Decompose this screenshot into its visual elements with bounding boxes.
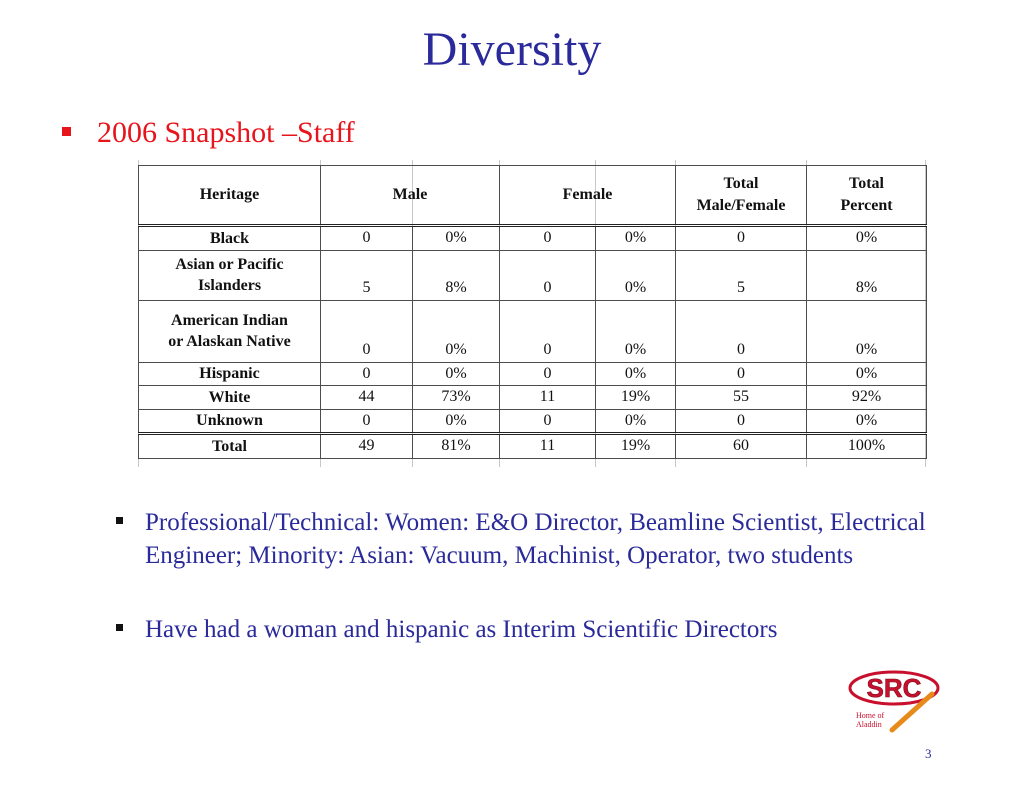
heritage-label: Hispanic [199, 365, 260, 383]
cell-female-pct: 0% [596, 409, 676, 434]
cell-female-n: 0 [500, 226, 596, 251]
square-bullet-icon [62, 127, 71, 136]
cell-male-n: 0 [321, 362, 413, 386]
table-header-row [139, 166, 927, 226]
cell-male-pct: 0% [413, 300, 500, 362]
cell-male-n: 0 [321, 409, 413, 434]
table-row [139, 300, 927, 362]
src-logo [848, 666, 948, 736]
cell-total: 55 [676, 386, 807, 410]
cell-female-pct: 0% [596, 362, 676, 386]
cell-total-pct: 0% [807, 362, 927, 386]
cell-male-pct: 0% [413, 409, 500, 434]
cell-total-pct: 0% [807, 409, 927, 434]
heritage-label-line2: Islanders [197, 277, 262, 295]
table-row [139, 226, 927, 251]
cell-total-pct: 0% [807, 226, 927, 251]
cell-total: 60 [676, 434, 807, 459]
table-total-row [139, 434, 927, 459]
heritage-label: American Indian [171, 311, 288, 329]
cell-total-pct: 8% [807, 250, 927, 300]
heritage-label: White [208, 388, 251, 406]
staff-diversity-table [138, 165, 927, 459]
cell-female-n: 0 [500, 362, 596, 386]
header-total-mf-line2: Male/Female [696, 197, 786, 214]
cell-female-n: 11 [500, 434, 596, 459]
header-total-male-female [676, 166, 807, 226]
cell-total: 0 [676, 362, 807, 386]
header-total-pct-line2: Percent [840, 197, 893, 214]
cell-female-pct: 0% [596, 226, 676, 251]
square-bullet-icon [116, 624, 123, 631]
heritage-cell [139, 362, 321, 386]
heritage-cell [139, 226, 321, 251]
header-male: Male [321, 166, 500, 226]
logo-tagline-line1: Home of [856, 711, 885, 720]
sub-bullet-text: Have had a woman and hispanic as Interim Scientific Directors [145, 616, 778, 643]
square-bullet-icon [116, 517, 123, 524]
cell-female-n: 0 [500, 409, 596, 434]
cell-total: 0 [676, 300, 807, 362]
main-bullet-text: 2006 Snapshot –Staff [97, 116, 355, 149]
cell-total: 5 [676, 250, 807, 300]
heritage-cell [139, 300, 321, 362]
heritage-cell [139, 250, 321, 300]
cell-male-n: 5 [321, 250, 413, 300]
table-row [139, 250, 927, 300]
main-bullet [62, 118, 355, 148]
sub-bullet-interim [116, 613, 935, 646]
sub-bullet-professional [116, 506, 935, 572]
diversity-table-figure [138, 160, 926, 467]
header-female: Female [500, 166, 676, 226]
cell-female-pct: 19% [596, 386, 676, 410]
cell-male-n: 44 [321, 386, 413, 410]
header-total-mf-line1: Total [723, 175, 759, 193]
header-heritage: Heritage [139, 166, 321, 226]
header-total-pct-line1: Total [849, 175, 884, 193]
cell-total-pct: 100% [807, 434, 927, 459]
heritage-cell [139, 386, 321, 410]
cell-male-n: 0 [321, 226, 413, 251]
slide-title: Diversity [422, 23, 602, 76]
table-body [139, 226, 927, 459]
slide-number: 3 [925, 746, 932, 761]
heritage-label: Asian or Pacific [175, 255, 284, 273]
cell-male-pct: 0% [413, 226, 500, 251]
heritage-label-line2: or Alaskan Native [168, 333, 291, 351]
cell-female-n: 11 [500, 386, 596, 410]
logo-tagline-line2: Aladdin [856, 720, 882, 729]
heritage-cell [139, 409, 321, 434]
cell-female-n: 0 [500, 300, 596, 362]
logo-wordmark: SRC [866, 673, 922, 703]
cell-female-pct: 0% [596, 250, 676, 300]
cell-male-n: 49 [321, 434, 413, 459]
cell-male-pct: 0% [413, 362, 500, 386]
heritage-label: Unknown [196, 412, 263, 430]
cell-total-pct: 0% [807, 300, 927, 362]
table-row [139, 362, 927, 386]
sub-bullet-text: Professional/Technical: Women: E&O Director, Beamline Scientist, Electrical Engineer; Minority: Asian: Vacuum, Machinist, Operator, two students [145, 509, 926, 569]
cell-female-pct: 19% [596, 434, 676, 459]
heritage-label: Total [212, 437, 247, 455]
cell-total: 0 [676, 226, 807, 251]
src-logo-graphic [848, 666, 948, 736]
cell-male-pct: 81% [413, 434, 500, 459]
table-row [139, 386, 927, 410]
cell-female-n: 0 [500, 250, 596, 300]
cell-male-pct: 73% [413, 386, 500, 410]
header-total-percent [807, 166, 927, 226]
cell-male-n: 0 [321, 300, 413, 362]
cell-total-pct: 92% [807, 386, 927, 410]
heritage-label: Black [209, 229, 250, 247]
cell-female-pct: 0% [596, 300, 676, 362]
heritage-cell [139, 434, 321, 459]
cell-male-pct: 8% [413, 250, 500, 300]
table-row [139, 409, 927, 434]
cell-total: 0 [676, 409, 807, 434]
